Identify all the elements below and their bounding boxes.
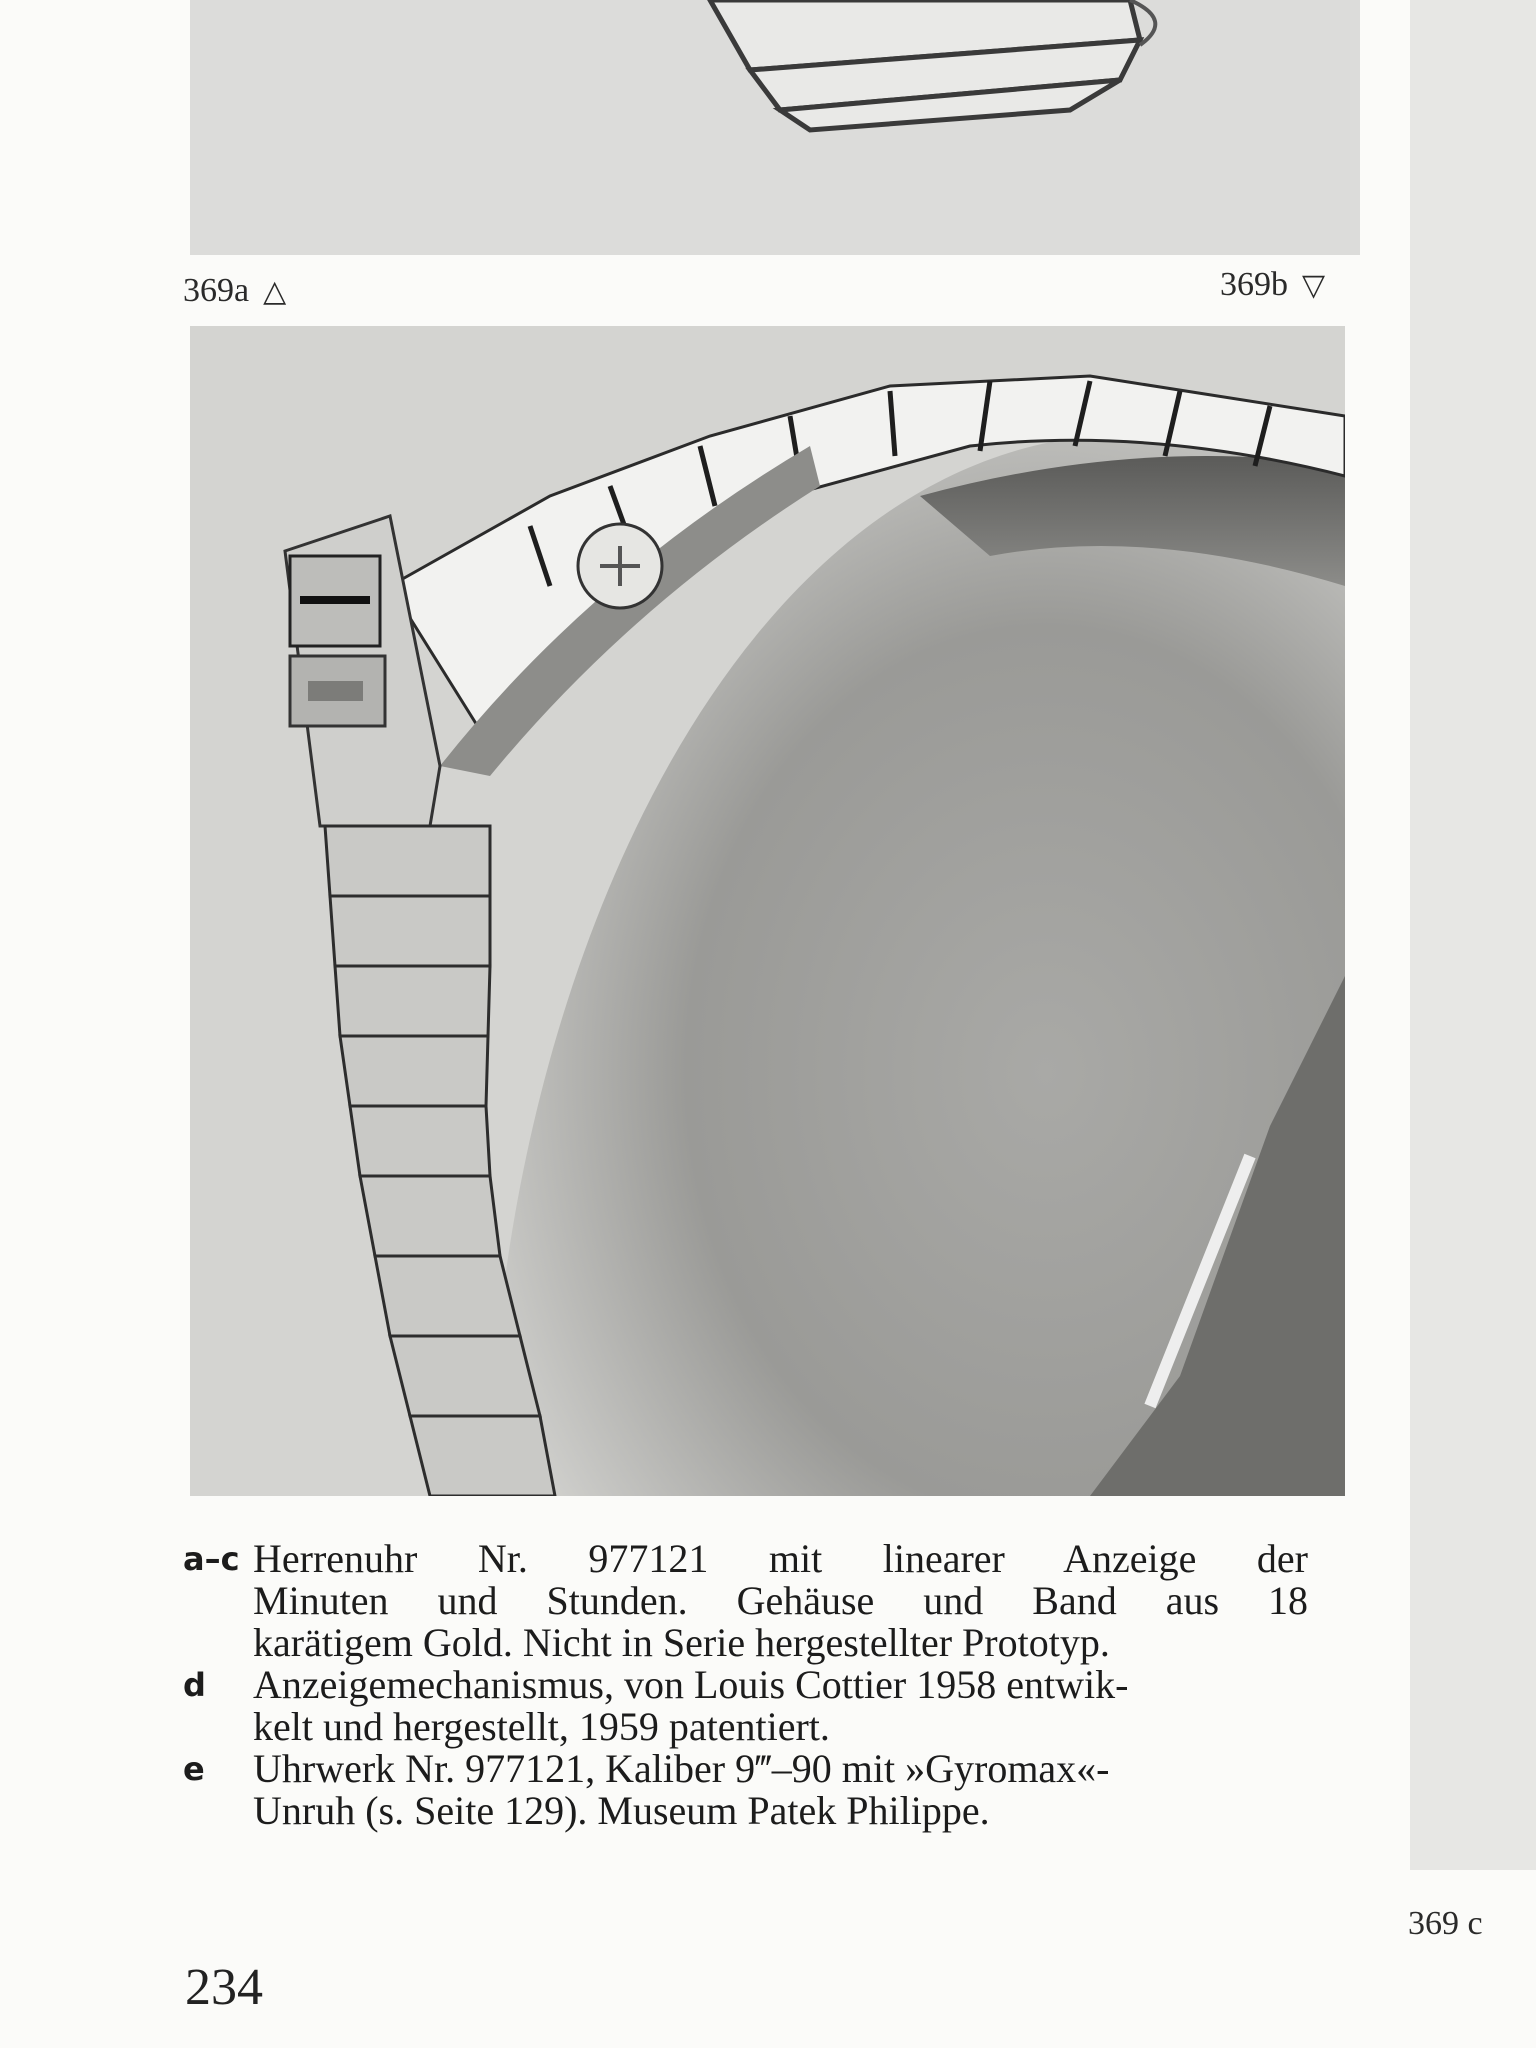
photo-369b <box>190 326 1345 1496</box>
figure-number: 369a <box>183 272 250 309</box>
figure-label-369a <box>183 272 286 310</box>
caption-key: a–c <box>183 1540 240 1578</box>
linear-display-watch-illustration <box>190 326 1345 1496</box>
caption-line: Uhrwerk Nr. 977121, Kaliber 9‴–90 mit »Gyromax«- <box>253 1746 1110 1791</box>
triangle-down-icon: ▽ <box>1302 268 1326 303</box>
caption-line: kelt und hergestellt, 1959 patentiert. <box>253 1704 830 1749</box>
caption-line: Anzeigemechanismus, von Louis Cottier 1958 entwik- <box>253 1662 1129 1707</box>
figure-label-369c: 369 c <box>1408 1905 1483 1942</box>
caption-entry <box>183 1748 1308 1832</box>
adjacent-page-strip <box>1410 0 1536 1870</box>
figure-caption <box>183 1538 1308 1832</box>
caption-text <box>253 1664 1308 1748</box>
triangle-up-icon: △ <box>263 274 287 309</box>
caption-entry <box>183 1664 1308 1748</box>
caption-key: d <box>183 1666 206 1704</box>
caption-line: Minuten und Stunden. Gehäuse und Band aus 18 <box>253 1578 1308 1623</box>
caption-entry <box>183 1538 1308 1664</box>
figure-number: 369b <box>1220 266 1288 303</box>
watch-bracelet-illustration <box>190 0 1360 255</box>
page-number: 234 <box>185 1959 263 2016</box>
figure-label-369b <box>1220 266 1325 304</box>
caption-line: karätigem Gold. Nicht in Serie hergestellter Prototyp. <box>253 1620 1110 1665</box>
caption-text <box>253 1748 1308 1832</box>
caption-line: Herrenuhr Nr. 977121 mit linearer Anzeige der <box>253 1536 1308 1581</box>
caption-key: e <box>183 1750 205 1788</box>
caption-line: Unruh (s. Seite 129). Museum Patek Philippe. <box>253 1788 990 1833</box>
photo-369a <box>190 0 1360 255</box>
caption-text <box>253 1538 1308 1664</box>
